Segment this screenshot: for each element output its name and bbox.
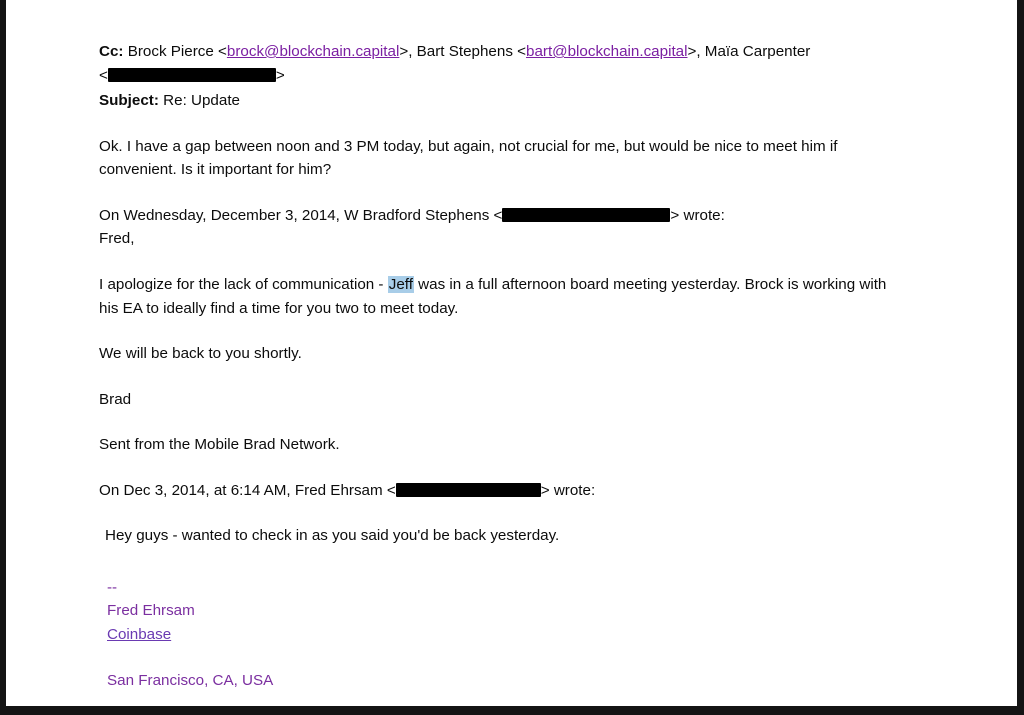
- subject-line: [99, 89, 929, 113]
- cc-email-link-1[interactable]: brock@blockchain.capital: [226, 43, 400, 60]
- signature-company: [107, 623, 929, 647]
- quote-header-1-text: On Wednesday, December 3, 2014, W Bradford Stephens <: [99, 206, 503, 224]
- redaction-block-maia-email: [108, 68, 276, 82]
- greeting-line: Fred,: [99, 230, 135, 248]
- redaction-block-fred-email: [396, 483, 541, 497]
- email-document: [99, 40, 929, 692]
- subject-label: Subject:: [99, 92, 159, 110]
- body-paragraph-3: We will be back to you shortly.: [99, 345, 302, 363]
- signoff-line: Brad: [99, 390, 132, 408]
- cc-bracket-close: >: [275, 66, 285, 84]
- signature-dashes: --: [107, 578, 118, 596]
- signature-location: San Francisco, CA, USA: [107, 671, 274, 689]
- quote-header-2-suffix: > wrote:: [540, 481, 596, 499]
- cc-line: [99, 40, 929, 64]
- quote-header-1: [99, 204, 929, 228]
- sent-from-line: Sent from the Mobile Brad Network.: [99, 436, 340, 454]
- highlighted-word: Jeff: [388, 275, 413, 293]
- cc-separator-1: >, Bart Stephens <: [399, 43, 527, 60]
- quote-header-2: [99, 479, 929, 503]
- subject-value: Re: Update: [163, 92, 240, 110]
- redaction-block-brad-email: [502, 208, 670, 222]
- signature-name: Fred Ehrsam: [107, 602, 195, 620]
- body-paragraph-1: Ok. I have a gap between noon and 3 PM today, but again, not crucial for me, but would be nice to meet him if convenient. Is it important for him?: [99, 137, 838, 179]
- quoted-paragraph: Hey guys - wanted to check in as you said you'd be back yesterday.: [105, 527, 560, 545]
- cc-line-2: [99, 64, 929, 88]
- body-paragraph-2-pre: I apologize for the lack of communication -: [99, 275, 388, 293]
- quote-header-1-suffix: > wrote:: [670, 206, 725, 224]
- body-paragraph-2: [99, 273, 899, 320]
- signature-block: [107, 576, 929, 692]
- cc-separator-2: >, Maïa Carpenter: [687, 43, 811, 60]
- quote-header-2-text: On Dec 3, 2014, at 6:14 AM, Fred Ehrsam <: [99, 481, 396, 499]
- cc-email-link-2[interactable]: bart@blockchain.capital: [526, 43, 688, 60]
- signature-company-link[interactable]: Coinbase: [107, 626, 172, 643]
- cc-label: Cc:: [99, 43, 124, 60]
- cc-recipient-1: Brock Pierce <: [127, 43, 227, 60]
- cc-bracket-open: <: [99, 66, 108, 84]
- body-paragraph-2-post: was in a full afternoon board meeting yesterday. Brock is working with his EA to ideally find a time for you two to meet today.: [99, 275, 887, 317]
